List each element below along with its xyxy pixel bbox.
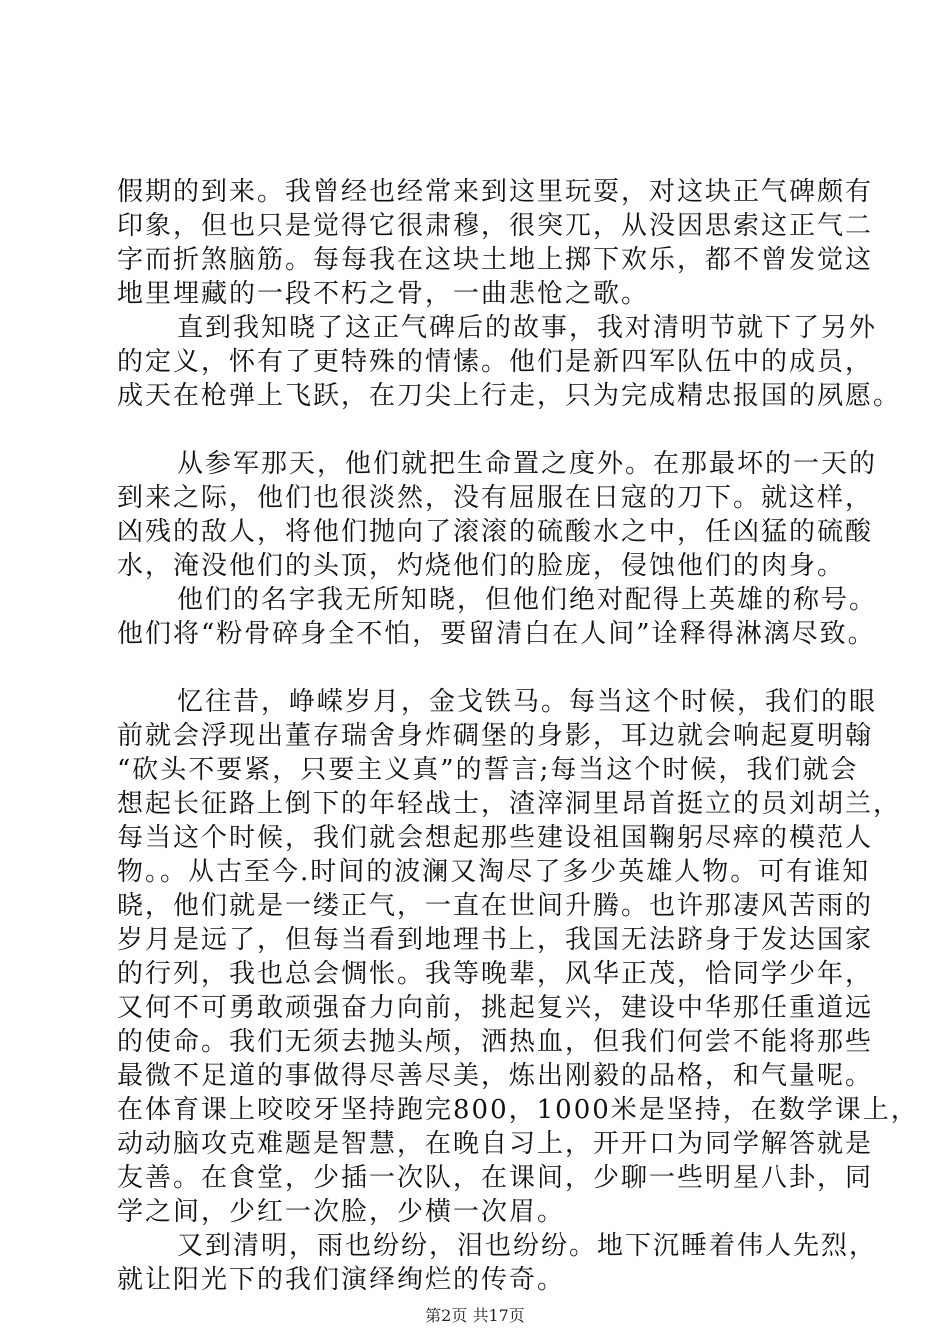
text-line: 动动脑攻克难题是智慧，在晚自习上，开开口为同学解答就是 [117, 1129, 874, 1159]
text-line: 假期的到来。我曾经也经常来到这里玩耍，对这块正气碑颇有 [117, 177, 874, 207]
page-number-footer: 第2页 共17页 [425, 1306, 525, 1325]
text-line: 凶残的敌人，将他们抛向了滚滚的硫酸水之中，任凶猛的硫酸 [117, 517, 874, 547]
text-line: 到来之际，他们也很淡然，没有屈服在日寇的刀下。就这样， [117, 483, 874, 513]
text-line: 又何不可勇敢顽强奋力向前，挑起复兴，建设中华那任重道远 [117, 993, 874, 1023]
text-line: 每当这个时候，我们就会想起那些建设祖国鞠躬尽瘁的模范人 [117, 823, 874, 853]
paragraph-first-line: 直到我知晓了这正气碑后的故事，我对清明节就下了另外 [177, 313, 878, 343]
paragraph-first-line: 忆往昔，峥嵘岁月，金戈铁马。每当这个时候，我们的眼 [177, 687, 878, 717]
text-line: 的使命。我们无须去抛头颅，洒热血，但我们何尝不能将那些 [117, 1027, 874, 1057]
text-line: 的定义，怀有了更特殊的情愫。他们是新四军队伍中的成员， [117, 347, 874, 377]
text-line: 想起长征路上倒下的年轻战士，渣滓洞里昂首挺立的员刘胡兰， [117, 789, 902, 819]
text-line: 学之间，少红一次脸，少横一次眉。 [117, 1197, 566, 1227]
text-line: 晓，他们就是一缕正气，一直在世间升腾。也许那凄风苦雨的 [117, 891, 874, 921]
text-line: 前就会浮现出董存瑞舍身炸碉堡的身影，耳边就会响起夏明翰 [117, 721, 874, 751]
text-line: 地里埋藏的一段不朽之骨，一曲悲怆之歌。 [117, 279, 650, 309]
text-line: 水，淹没他们的头顶，灼烧他们的脸庞，侵蚀他们的肉身。 [117, 551, 846, 581]
text-line: 最微不足道的事做得尽善尽美，炼出刚毅的品格，和气量呢。 [117, 1061, 874, 1091]
text-line: 友善。在食堂，少插一次队，在课间，少聊一些明星八卦，同 [117, 1163, 874, 1193]
text-line: “砍头不要紧，只要主义真”的誓言;每当这个时候，我们就会 [117, 755, 859, 785]
text-line: 的行列，我也总会惆怅。我等晚辈，风华正茂，恰同学少年， [117, 959, 874, 989]
text-line: 字而折煞脑筋。每每我在这块土地上掷下欢乐，都不曾发觉这 [117, 245, 874, 275]
text-line: 物。。从古至今.时间的波澜又淘尽了多少英雄人物。可有谁知 [117, 857, 871, 887]
paragraph-first-line: 从参军那天，他们就把生命置之度外。在那最坏的一天的 [177, 449, 878, 479]
text-line: 就让阳光下的我们演绎绚烂的传奇。 [117, 1265, 566, 1295]
text-line: 成天在枪弹上飞跃，在刀尖上行走，只为完成精忠报国的夙愿。 [117, 381, 902, 411]
text-line: 他们将“粉骨碎身全不怕，要留清白在人间”诠释得淋漓尽致。 [117, 619, 876, 649]
text-line: 岁月是远了，但每当看到地理书上，我国无法跻身于发达国家 [117, 925, 874, 955]
paragraph-first-line: 又到清明，雨也纷纷，泪也纷纷。地下沉睡着伟人先烈， [177, 1231, 878, 1261]
text-line: 印象，但也只是觉得它很肃穆，很突兀，从没因思索这正气二 [117, 211, 874, 241]
text-line: 在体育课上咬咬牙坚持跑完800，1000米是坚持，在数学课上， [117, 1095, 919, 1125]
paragraph-first-line: 他们的名字我无所知晓，但他们绝对配得上英雄的称号。 [177, 585, 878, 615]
